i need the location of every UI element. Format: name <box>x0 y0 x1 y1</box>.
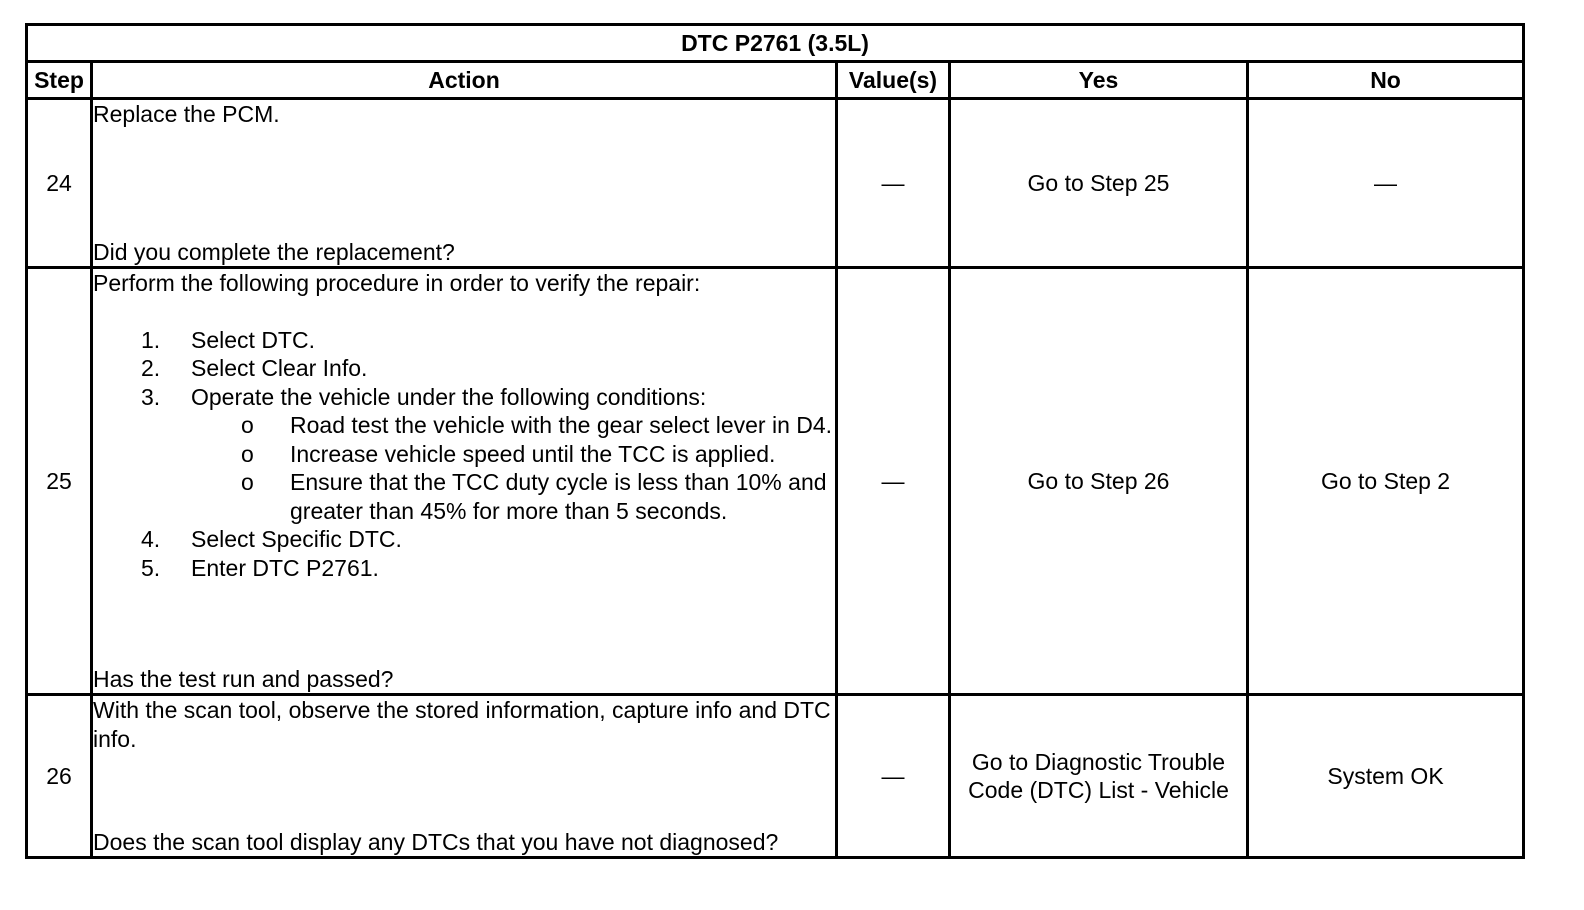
action-intro: Replace the PCM. <box>93 101 280 127</box>
list-number: 3. <box>141 383 161 410</box>
list-item <box>93 554 835 583</box>
header-action: Action <box>92 62 837 99</box>
list-text: Select Clear Info. <box>191 355 368 381</box>
action-cell <box>92 268 837 695</box>
action-cell <box>92 99 837 268</box>
yes-cell: Go to Step 26 <box>950 268 1248 695</box>
list-number: 2. <box>141 355 161 381</box>
list-number: 4. <box>141 526 161 552</box>
bullet-icon: o <box>241 440 254 467</box>
list-item <box>93 525 835 554</box>
conditions-list <box>191 411 835 525</box>
action-question: Has the test run and passed? <box>93 665 394 692</box>
step-number: 24 <box>27 99 92 268</box>
list-item <box>191 440 835 469</box>
procedure-list <box>93 326 835 583</box>
bullet-icon: o <box>241 412 254 438</box>
action-intro: Perform the following procedure in order to verify the repair: <box>93 270 701 296</box>
action-question: Did you complete the replacement? <box>93 238 455 265</box>
yes-cell: Go to Step 25 <box>950 99 1248 268</box>
step-number: 26 <box>27 695 92 858</box>
list-item <box>191 411 835 440</box>
header-values: Value(s) <box>837 62 950 99</box>
value-cell: — <box>837 99 950 268</box>
list-text: Increase vehicle speed until the TCC is applied. <box>290 440 776 467</box>
list-text: Ensure that the TCC duty cycle is less than 10% and greater than 45% for more than 5 seconds. <box>290 469 827 524</box>
list-text: Road test the vehicle with the gear select lever in D4. <box>290 412 833 438</box>
list-text: Enter DTC P2761. <box>191 554 379 581</box>
action-intro: With the scan tool, observe the stored information, capture info and DTC info. <box>93 697 831 752</box>
list-number: 1. <box>141 326 161 353</box>
header-yes: Yes <box>950 62 1248 99</box>
action-cell <box>92 695 837 858</box>
table-title: DTC P2761 (3.5L) <box>27 25 1524 62</box>
header-step: Step <box>27 62 92 99</box>
list-item <box>191 468 835 525</box>
no-cell: — <box>1248 99 1524 268</box>
step-number: 25 <box>27 268 92 695</box>
action-question: Does the scan tool display any DTCs that you have not diagnosed? <box>93 828 779 855</box>
dtc-table <box>25 23 1525 859</box>
list-text: Select DTC. <box>191 326 315 353</box>
list-number: 5. <box>141 554 161 581</box>
yes-cell: Go to Diagnostic Trouble Code (DTC) List - Vehicle <box>950 695 1248 858</box>
list-item <box>93 354 835 383</box>
bullet-icon: o <box>241 469 254 495</box>
list-text: Select Specific DTC. <box>191 526 402 552</box>
list-item <box>93 326 835 355</box>
no-cell: System OK <box>1248 695 1524 858</box>
table-row <box>27 99 1524 268</box>
table-row <box>27 695 1524 858</box>
list-item <box>93 383 835 526</box>
list-text: Operate the vehicle under the following conditions: <box>191 383 707 410</box>
value-cell: — <box>837 695 950 858</box>
header-no: No <box>1248 62 1524 99</box>
value-cell: — <box>837 268 950 695</box>
table-row <box>27 268 1524 695</box>
no-cell: Go to Step 2 <box>1248 268 1524 695</box>
